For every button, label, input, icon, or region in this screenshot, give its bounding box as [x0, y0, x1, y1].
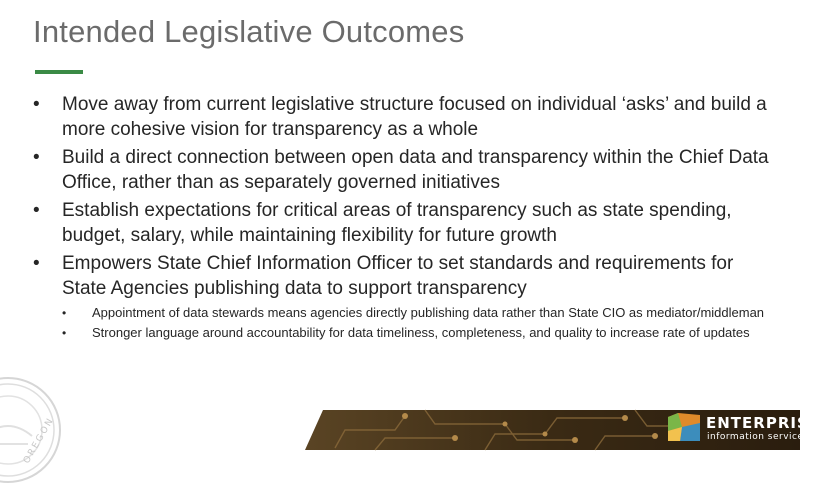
state-seal-icon [0, 376, 62, 484]
sub-bullet-list [62, 305, 773, 341]
seal-text: OREGON [21, 415, 57, 466]
title-accent-rule [35, 70, 83, 74]
oregon-map-logo-icon [666, 411, 702, 445]
bullet-list [33, 92, 773, 345]
bullet-text: Empowers State Chief Information Officer to set standards and requirements for State Agencies publishing data to support transparency [62, 253, 734, 299]
bullet-icon: • [33, 253, 40, 274]
sub-bullet-item [62, 325, 773, 341]
enterprise-logo [666, 411, 820, 445]
bullet-item [33, 251, 773, 341]
bullet-item [33, 92, 773, 142]
bullet-icon: • [33, 147, 40, 168]
bullet-item [33, 145, 773, 195]
sub-bullet-item [62, 305, 773, 321]
sub-bullet-text: Appointment of data stewards means agencies directly publishing data rather than State CIO as mediator/middleman [92, 305, 765, 320]
sub-bullet-text: Stronger language around accountability for data timeliness, completeness, and quality to increase rate of updates [92, 325, 750, 340]
bullet-text: Build a direct connection between open data and transparency within the Chief Data Office, rather than as separately governed initiatives [62, 147, 769, 193]
sub-bullet-icon: • [62, 306, 67, 320]
bullet-item [33, 198, 773, 248]
logo-title: ENTERPRISE [706, 414, 820, 432]
bullet-icon: • [33, 94, 40, 115]
bullet-icon: • [33, 200, 40, 221]
bullet-text: Establish expectations for critical areas of transparency such as state spending, budget, salary, while maintaining flexibility for future growth [62, 200, 732, 246]
slide-title: Intended Legislative Outcomes [33, 14, 465, 49]
sub-bullet-icon: • [62, 326, 67, 340]
logo-subtitle: information services [707, 432, 809, 442]
bullet-text: Move away from current legislative structure focused on individual ‘asks’ and build a more cohesive vision for transparency as a whole [62, 94, 767, 140]
